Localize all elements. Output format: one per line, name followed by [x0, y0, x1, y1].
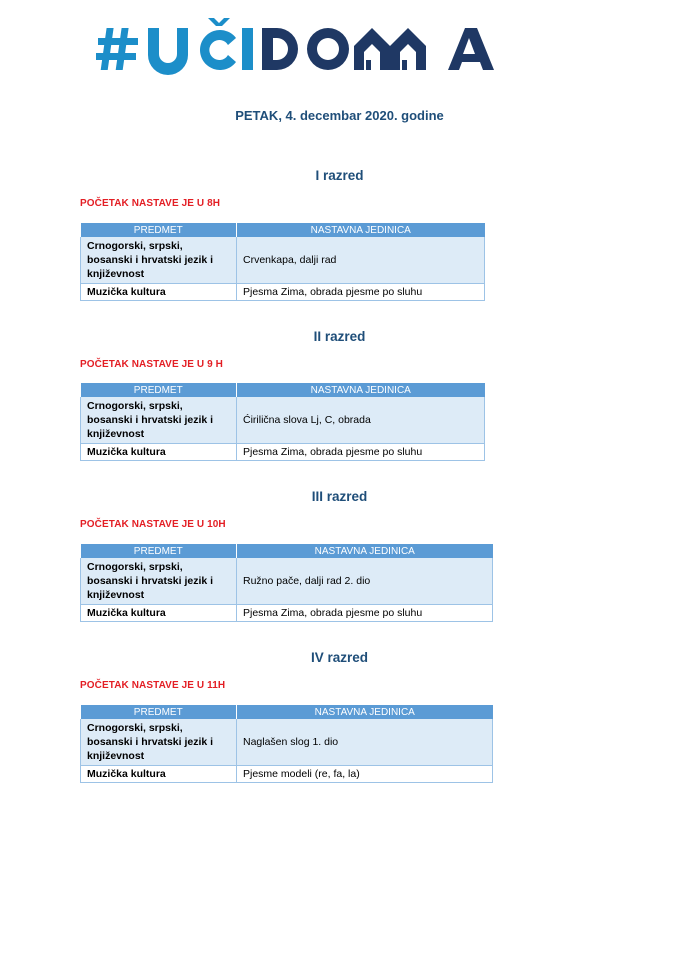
- column-header-unit: NASTAVNA JEDINICA: [237, 383, 485, 397]
- unit-cell: Pjesme modeli (re, fa, la): [237, 766, 493, 783]
- start-notice: POČETAK NASTAVE JE U 8H: [80, 198, 221, 209]
- grade-title: IV razred: [310, 650, 369, 665]
- unit-cell: Pjesma Zima, obrada pjesme po sluhu: [237, 444, 485, 461]
- start-notice: POČETAK NASTAVE JE U 9 H: [80, 359, 223, 370]
- column-header-unit: NASTAVNA JEDINICA: [237, 544, 493, 558]
- ucidoma-logo: [96, 18, 526, 80]
- subject-cell: Muzička kultura: [81, 605, 237, 622]
- table-row: [81, 605, 493, 622]
- subject-cell: Muzička kultura: [81, 444, 237, 461]
- column-header-unit: NASTAVNA JEDINICA: [237, 705, 493, 719]
- unit-cell: Pjesma Zima, obrada pjesme po sluhu: [237, 284, 485, 301]
- subject-cell: Crnogorski, srpski, bosanski i hrvatski jezik i književnost: [81, 558, 237, 605]
- column-header-unit: NASTAVNA JEDINICA: [237, 223, 485, 237]
- column-header-subject: PREDMET: [81, 223, 237, 237]
- unit-cell: Naglašen slog 1. dio: [237, 719, 493, 766]
- subject-cell: Crnogorski, srpski, bosanski i hrvatski jezik i književnost: [81, 397, 237, 444]
- unit-cell: Ružno pače, dalji rad 2. dio: [237, 558, 493, 605]
- grade-title: I razred: [315, 168, 364, 183]
- table-row: [81, 237, 485, 284]
- start-notice: POČETAK NASTAVE JE U 10H: [80, 519, 226, 530]
- grade-title: III razred: [311, 489, 368, 504]
- schedule-table: [80, 383, 485, 461]
- column-header-subject: PREDMET: [81, 705, 237, 719]
- date-heading: PETAK, 4. decembar 2020. godine: [235, 108, 444, 123]
- subject-cell: Crnogorski, srpski, bosanski i hrvatski jezik i književnost: [81, 237, 237, 284]
- column-header-subject: PREDMET: [81, 383, 237, 397]
- subject-cell: Muzička kultura: [81, 766, 237, 783]
- table-row: [81, 766, 493, 783]
- column-header-subject: PREDMET: [81, 544, 237, 558]
- subject-cell: Muzička kultura: [81, 284, 237, 301]
- table-row: [81, 284, 485, 301]
- grade-title: II razred: [313, 329, 366, 344]
- table-row: [81, 397, 485, 444]
- unit-cell: Pjesma Zima, obrada pjesme po sluhu: [237, 605, 493, 622]
- unit-cell: Crvenkapa, dalji rad: [237, 237, 485, 284]
- subject-cell: Crnogorski, srpski, bosanski i hrvatski jezik i književnost: [81, 719, 237, 766]
- schedule-table: [80, 223, 485, 301]
- unit-cell: Ćirilična slova Lj, C, obrada: [237, 397, 485, 444]
- start-notice: POČETAK NASTAVE JE U 11H: [80, 680, 226, 691]
- schedule-table: [80, 544, 493, 622]
- table-row: [81, 719, 493, 766]
- schedule-table: [80, 705, 493, 783]
- table-row: [81, 558, 493, 605]
- table-row: [81, 444, 485, 461]
